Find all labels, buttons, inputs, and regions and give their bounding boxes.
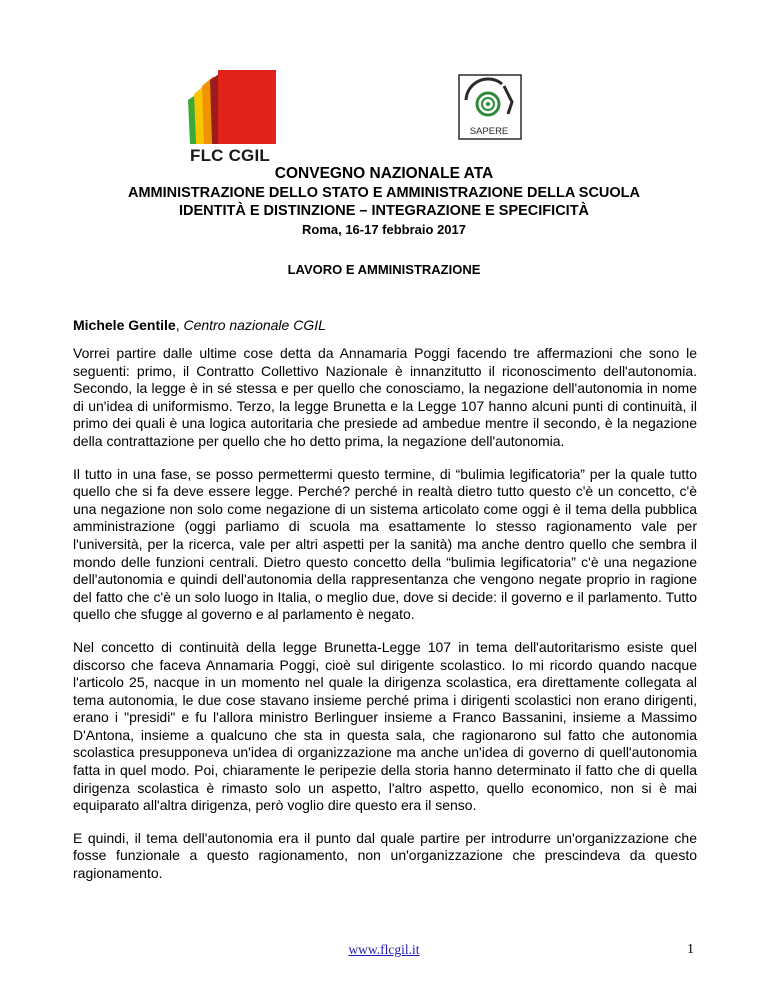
document-body <box>73 345 697 898</box>
conference-date: Roma, 16-17 febbraio 2017 <box>301 222 467 237</box>
author-name: Michele Gentile <box>73 317 176 333</box>
body-paragraph: Nel concetto di continuità della legge Brunetta-Legge 107 in tema dell'autoritarismo esiste quel discorso che faceva Annamaria Poggi, cioè sul dirigente scolastico. Io mi ricordo quando nacque l'articolo 25, nacque in un momento nel quale la dirigenza scolastica, era direttamente collegata al tema autonomia, le due cose stavano insieme perché prima i dirigenti scolastici non erano dirigenti, erano i "presidi" e fu l'allora ministro Berlinguer insieme a Franco Bassanini, insieme a Massimo D'Antona, insieme a qualcuno che sta in questa sala, che ragionarono sul fatto che autonomia scolastica presupponeva un'idea di organizzazione ma anche un'idea di governo di quell'autonomia fatta in quel modo. Poi, chiaramente le peripezie della storia hanno determinato il fatto che di quella dirigenza scolastica è rimasto solo un aspetto, l'altro aspetto, quello economico, non si è mai equiparato all'altra dirigenza, però voglio dire questo era il senso. <box>73 638 697 814</box>
conference-subtitle-1: AMMINISTRAZIONE DELLO STATO E AMMINISTRAZIONE DELLA SCUOLA <box>127 185 641 201</box>
body-paragraph: Vorrei partire dalle ultime cose detta da Annamaria Poggi facendo tre affermazioni che sono le seguenti: primo, il Contratto Collettivo Nazionale è innanzitutto il riconoscimento dell'autonomia. Secondo, la legge è in sé stessa e per quello che conosciamo, la negazione dell'autonomia in nome di un'idea di uniformismo. Terzo, la legge Brunetta e la Legge 107 hanno alcuni punti di continuità, il primo dei quali è una logica autoritaria che presiede ad ambedue mentre il secondo, è la negazione della contrattazione per quello che ho detto prima, la negazione dell'autonomia. <box>73 345 697 449</box>
logo-flag-red <box>218 70 276 144</box>
footer-website-link[interactable]: www.flcgil.it <box>348 942 420 957</box>
flc-cgil-logo <box>186 70 276 158</box>
author-separator: , <box>175 317 184 333</box>
author-role: Centro nazionale CGIL <box>183 317 326 333</box>
body-paragraph: Il tutto in una fase, se posso permettermi questo termine, di “bulimia legificatoria” per la quale tutto quello che si fa deve essere legge. Perché? perché in realtà dietro tutto questo c'è un concetto, c'è una negazione non solo come negazione di un sistema articolato come oggi è il tema della pubblica amministrazione (oggi parliamo di scuola ma esattamente lo stesso ragionamento vale per l'università, per la ricerca, vale per altri aspetti per la sanità) ma anche dentro quello che sembra il mondo delle funzioni centrali. Dietro questo concetto della “bulimia legificatoria” c'è una negazione dell'autonomia e quindi dell'autonomia della rappresentanza che vengono negate proprio in ragione del fatto che c'è un solo luogo in Italia, o meglio due, dove si decide: il governo e il parlamento. Tutto quello che sfugge al governo e al parlamento è negato. <box>73 465 697 623</box>
proteo-logo-text: SAPERE <box>469 126 509 137</box>
document-header <box>0 163 768 239</box>
proteo-fare-sapere-logo <box>458 74 522 140</box>
body-paragraph: E quindi, il tema dell'autonomia era il punto dal quale partire per introdurre un'organizzazione che fosse funzionale a questo ragionamento, non un'organizzazione che prescindeva da questo ragionamento. <box>73 829 697 882</box>
conference-title: CONVEGNO NAZIONALE ATA <box>274 165 494 182</box>
flc-cgil-logo-text: FLC CGIL <box>190 146 270 165</box>
conference-subtitle-2: IDENTITÀ E DISTINZIONE – INTEGRAZIONE E SPECIFICITÀ <box>178 203 590 219</box>
section-title: LAVORO E AMMINISTRAZIONE <box>287 262 481 277</box>
page-number: 1 <box>687 942 694 957</box>
author-line <box>73 317 326 333</box>
